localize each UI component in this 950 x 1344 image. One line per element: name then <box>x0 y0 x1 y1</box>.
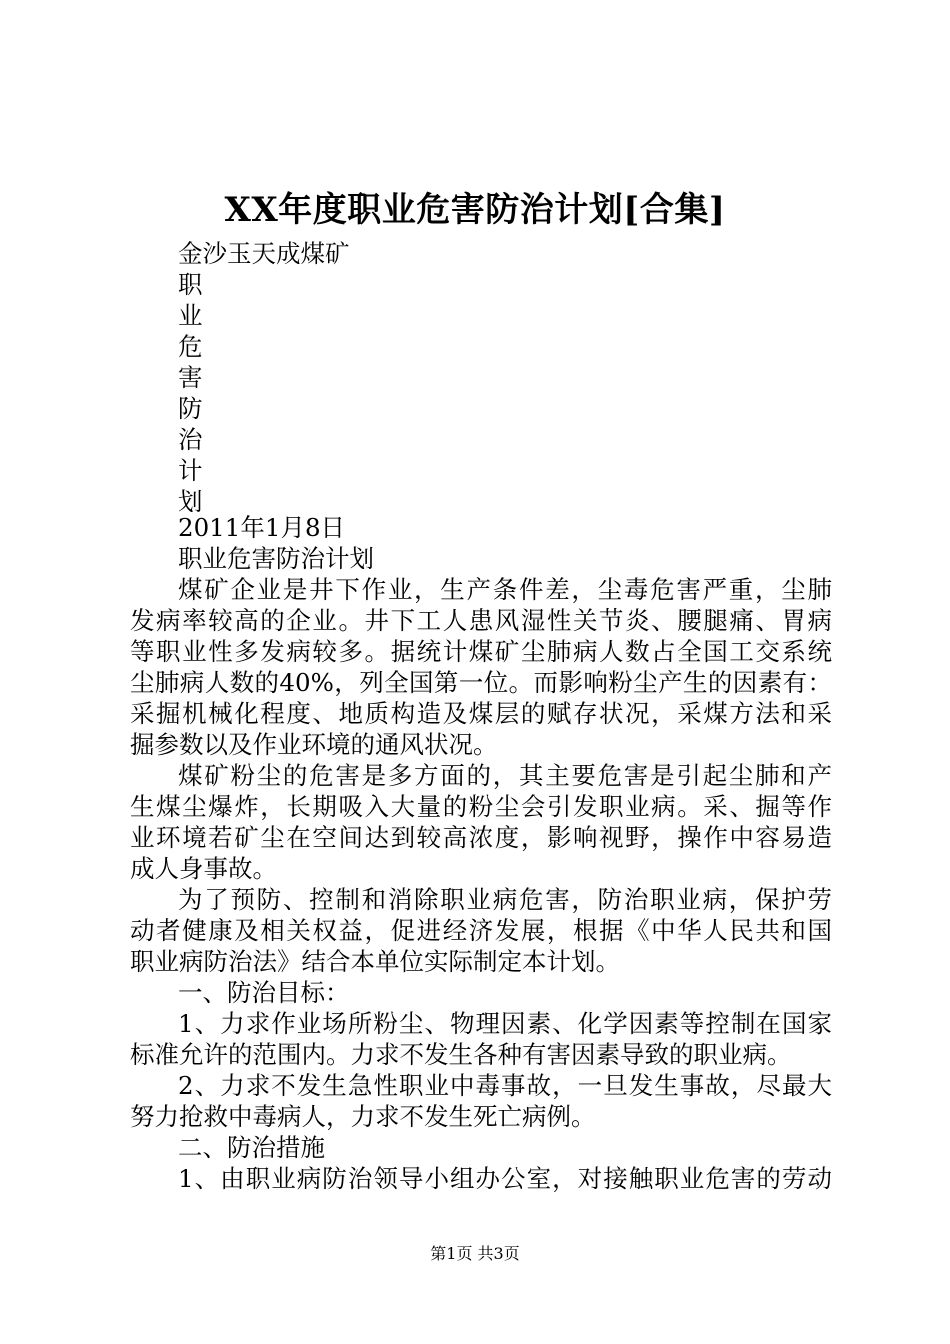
vertical-title-char: 治 <box>178 425 203 454</box>
section-heading: 一、防治目标： <box>178 978 350 1007</box>
paragraph-line: 标准允许的范围内。力求不发生各种有害因素导致的职业病。 <box>130 1040 792 1069</box>
paragraph-line: 煤矿粉尘的危害是多方面的，其主要危害是引起尘肺和产 <box>178 761 832 790</box>
paragraph-line: 采掘机械化程度、地质构造及煤层的赋存状况，采煤方法和采 <box>130 699 832 728</box>
section-heading: 二、防治措施 <box>178 1133 325 1162</box>
paragraph-line: 掘参数以及作业环境的通风状况。 <box>130 730 498 759</box>
vertical-title-char: 计 <box>178 456 203 485</box>
vertical-title-char: 害 <box>178 363 203 392</box>
page-number: 第1页 共3页 <box>430 1244 520 1263</box>
vertical-title-char: 划 <box>178 487 203 516</box>
paragraph-line: 成人身事故。 <box>130 854 277 883</box>
vertical-title-char: 职 <box>178 270 203 299</box>
document-title: XX年度职业危害防治计划[合集] <box>224 190 726 230</box>
paragraph-line: 2、力求不发生急性职业中毒事故，一旦发生事故，尽最大 <box>178 1071 832 1100</box>
vertical-title-char: 业 <box>178 301 203 330</box>
paragraph-line: 为了预防、控制和消除职业病危害，防治职业病，保护劳 <box>178 885 832 914</box>
vertical-title-char: 危 <box>178 332 203 361</box>
paragraph-line: 煤矿企业是井下作业，生产条件差，尘毒危害严重，尘肺 <box>178 575 832 604</box>
document-date: 2011年1月8日 <box>178 513 346 542</box>
company-name: 金沙玉天成煤矿 <box>178 239 350 268</box>
vertical-title-char: 防 <box>178 394 203 423</box>
paragraph-line: 尘肺病人数的40%，列全国第一位。而影响粉尘产生的因素有： <box>130 668 832 697</box>
paragraph-line: 努力抢救中毒病人，力求不发生死亡病例。 <box>130 1102 596 1131</box>
paragraph-line: 1、由职业病防治领导小组办公室，对接触职业危害的劳动 <box>178 1164 832 1193</box>
paragraph-line: 1、力求作业场所粉尘、物理因素、化学因素等控制在国家 <box>178 1009 832 1038</box>
paragraph-line: 动者健康及相关权益，促进经济发展，根据《中华人民共和国 <box>130 916 832 945</box>
paragraph-line: 职业病防治法》结合本单位实际制定本计划。 <box>130 947 620 976</box>
paragraph-line: 发病率较高的企业。井下工人患风湿性关节炎、腰腿痛、胃病 <box>130 606 832 635</box>
paragraph-line: 业环境若矿尘在空间达到较高浓度，影响视野，操作中容易造 <box>130 823 832 852</box>
paragraph-line: 等职业性多发病较多。据统计煤矿尘肺病人数占全国工交系统 <box>130 637 832 666</box>
document-subtitle: 职业危害防治计划 <box>178 544 374 573</box>
paragraph-line: 生煤尘爆炸，长期吸入大量的粉尘会引发职业病。采、掘等作 <box>130 792 832 821</box>
